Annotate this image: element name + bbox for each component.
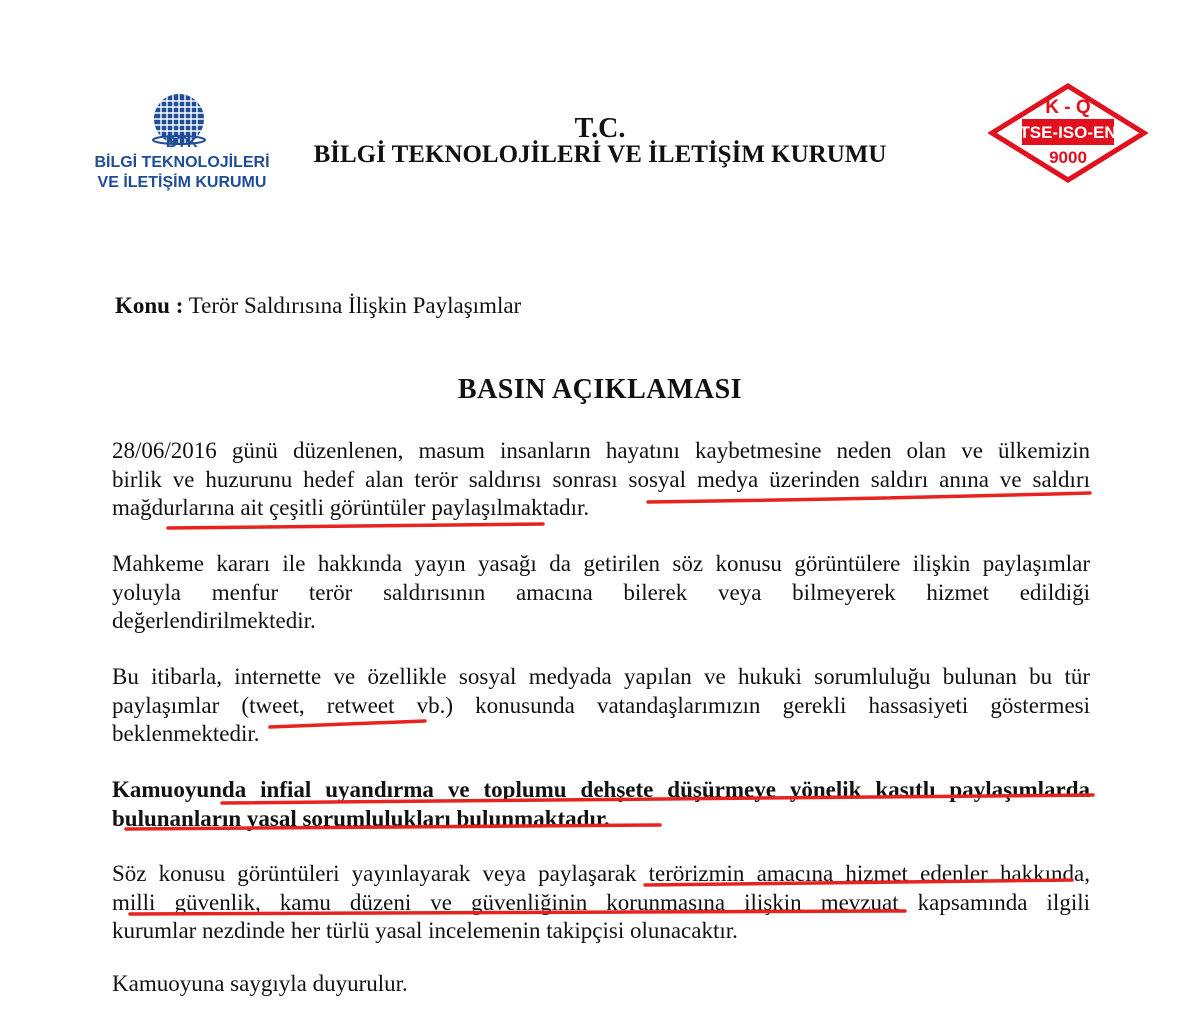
paragraph-4-bold — [112, 776, 1090, 833]
press-release-title: BASIN AÇIKLAMASI — [457, 374, 743, 405]
cert-kq-text: K - Q — [1045, 97, 1091, 118]
paragraph-line: değerlendirilmektedir. — [112, 608, 316, 633]
header-tc: T.C. — [574, 113, 626, 144]
subject-line — [115, 293, 521, 319]
btk-logo — [92, 92, 272, 204]
paragraph-line: Mahkeme kararı ile hakkında yayın yasağı da getirilen söz konusu görüntülere ilişkin paylaşımlar — [112, 551, 1090, 576]
paragraph-line: beklenmektedir. — [112, 721, 260, 746]
paragraph-line: Bu itibarla, internette ve özellikle sosyal medyada yapılan ve hukuki sorumluluğu bulunan bu tür — [112, 664, 1090, 689]
paragraph-line: Söz konusu görüntüleri yayınlayarak veya paylaşarak terörizmin amacına hizmet edenler hakkında, — [112, 861, 1090, 886]
cert-standard-text: TSE-ISO-EN — [1019, 123, 1117, 142]
closing-line — [112, 970, 712, 999]
paragraph-line: kurumlar nezdinde her türlü yasal incelemenin takipçisi olunacaktır. — [112, 918, 738, 943]
paragraph-2 — [112, 550, 1090, 636]
paragraph-5 — [112, 860, 1090, 946]
paragraph-line: birlik ve huzurunu hedef alan terör saldırısı sonrası sosyal medya üzerinden saldırı anına ve saldırı — [112, 466, 1090, 492]
paragraph-line: bulunanların yasal sorumlulukları bulunmaktadır. — [112, 805, 610, 831]
paragraph-line: milli güvenlik, kamu düzeni ve güvenliğinin korunmasına ilişkin mevzuat kapsamında ilgili — [112, 889, 1090, 915]
paragraph-line: 28/06/2016 günü düzenlenen, masum insanların hayatını kaybetmesine neden olan ve ülkemizin — [112, 438, 1090, 463]
paragraph-1 — [112, 437, 1090, 523]
logo-name-line-1: BİLGİ TEKNOLOJİLERİ — [94, 154, 270, 171]
subject-label: Konu : — [115, 293, 184, 318]
paragraph-3 — [112, 663, 1090, 749]
paragraph-line: yoluyla menfur terör saldırısının amacına bilerek veya bilmeyerek hizmet edildiği — [112, 579, 1090, 605]
cert-number-text: 9000 — [1049, 148, 1087, 167]
paragraph-line: paylaşımlar (tweet, retweet vb.) konusunda vatandaşlarımızın gerekli hassasiyeti göstermesi — [112, 692, 1090, 718]
logo-abbreviation: BTK — [165, 134, 199, 151]
header-organization: BİLGİ TEKNOLOJİLERİ VE İLETİŞİM KURUMU — [313, 141, 887, 168]
underline-mark — [168, 524, 543, 528]
paragraph-line: Kamuoyuna saygıyla duyurulur. — [112, 971, 408, 996]
paragraph-line: Kamuoyunda infial uyandırma ve toplumu dehşete düşürmeye yönelik kasıtlı paylaşımlarda — [112, 777, 1090, 802]
paragraph-line: mağdurlarına ait çeşitli görüntüler paylaşılmaktadır. — [112, 495, 590, 520]
subject-text: Terör Saldırısına İlişkin Paylaşımlar — [188, 293, 522, 318]
tse-iso-certification-logo — [988, 83, 1148, 183]
logo-name-line-2: VE İLETİŞİM KURUMU — [97, 174, 267, 191]
